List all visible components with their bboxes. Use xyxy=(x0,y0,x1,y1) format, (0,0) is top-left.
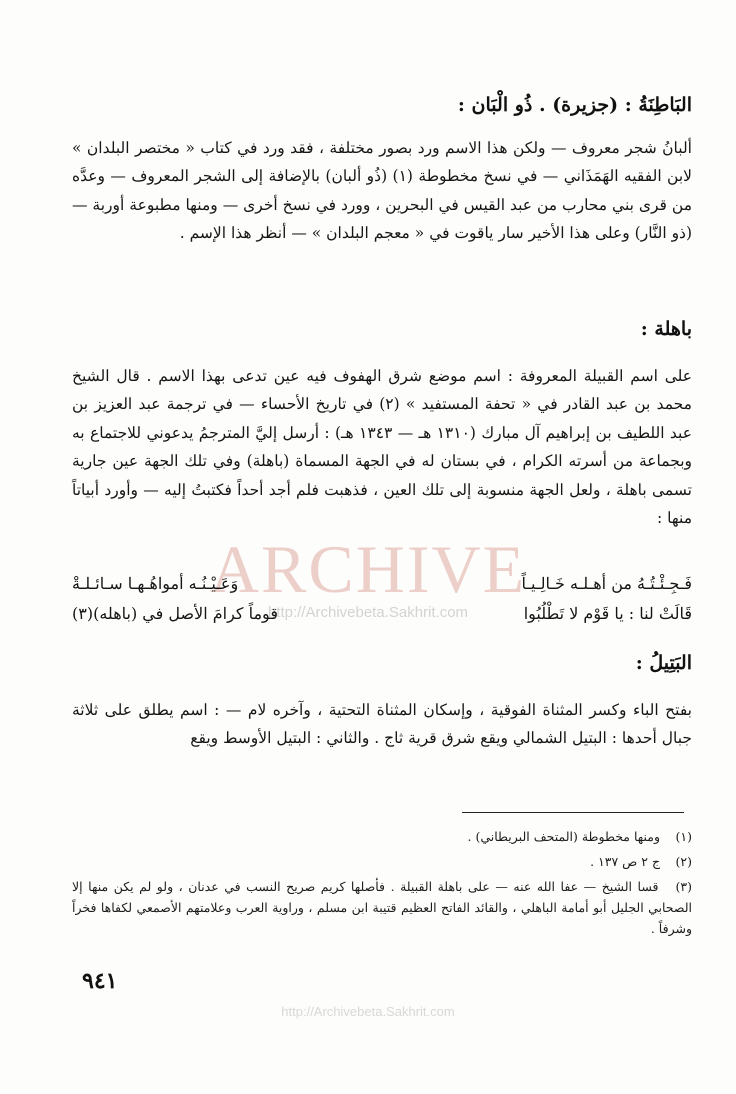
archive-watermark-logo: ARCHIVE xyxy=(209,531,527,607)
page-number: ٩٤١ xyxy=(82,968,118,994)
archive-watermark-url: http://Archivebeta.Sakhrit.com xyxy=(267,604,469,621)
footnote-2-number: (٢) xyxy=(675,854,692,869)
entry-heading-bahila: باهلة : xyxy=(640,318,692,340)
footnote-3-number: (٣) xyxy=(675,879,692,894)
archive-watermark-url-bottom: http://Archivebeta.Sakhrit.com xyxy=(281,1004,455,1019)
entry-paragraph-dhu-alban: ألبانُ شجر معروف — ولكن هذا الاسم ورد بصور مختلفة ، فقد ورد في كتاب « مختصر البلدان » لابن الفقيه الهَمَذَاني — في نسخ مخطوطة (١) (ذُو ألبان) بالإضافة إلى الشجر المعروف — وعدَّه من قرى بني محارب من عبد القيس في البحرين ، وورد في نسخ أخرى — ومنها مطبوعة أوربة — (ذو النَّار) وعلى هذا الأخير سار ياقوت في « معجم البلدان » — أنظر هذا الإسم . xyxy=(72,139,692,243)
footnote-3 xyxy=(72,876,692,939)
footnote-2 xyxy=(72,851,692,872)
verse-line-2-second-hemistich: قوماً كرامَ الأصل في (باهله)(٣) xyxy=(72,604,278,623)
verse-line-2-first-hemistich: قَالَتْ لنا : يا قَوْم لا تَطْلُبُوا xyxy=(523,604,692,623)
footnote-1 xyxy=(72,826,692,847)
verse-line-1-second-hemistich: وَعَـيْـنُـه أمواهُـهـا سـائـلـةْ xyxy=(72,574,239,593)
entry-paragraph-albatil: بفتح الباء وكسر المثناة الفوقية ، وإسكان المثناة التحتية ، وآخره لام — : اسم يطلق على ثلاثة جبال أحدها : البتيل الشمالي ويقع شرق قرية ثاج . والثاني : البتيل الأوسط ويقع xyxy=(72,701,692,748)
footnote-2-text: ج ٢ ص ١٣٧ . xyxy=(590,854,661,869)
footnote-3-text: قسا الشيخ — عفا الله عنه — على باهلة القبيلة . فأصلها كريم صريح النسب في عدنان ، ولو لم يكن منها إلا الصحابي الجليل أبو أمامة الباهلي ، والقائد الفاتح العظيم قتيبة ابن مسلم ، وراوية العرب وعلامتهم الأصمعي لكفاها فخراً وشرفاً . xyxy=(72,879,692,936)
footnote-separator xyxy=(462,812,684,813)
footnote-1-number: (١) xyxy=(675,829,692,844)
entry-heading-albatina: البَاطِنَةُ : (جزيرة) . ذُو الْبَان : xyxy=(457,94,692,116)
entry-heading-albatil: البَتِيلُ : xyxy=(635,652,692,674)
verse-line-1-first-hemistich: فَـجِـئْـتُـهُ من أهـلـه خَـالِـيـاً xyxy=(521,574,692,593)
footnote-1-text: ومنها مخطوطة (المتحف البريطاني) . xyxy=(467,829,661,844)
entry-paragraph-bahila: على اسم القبيلة المعروفة : اسم موضع شرق الهفوف فيه عين تدعى بهذا الاسم . قال الشيخ محمد بن عبد القادر في « تحفة المستفيد » (٢) في تاريخ الأحساء — في ترجمة عبد العزيز بن عبد اللطيف بن إبراهيم آل مبارك (١٣١٠ هـ — ١٣٤٣ هـ) : أرسل إليَّ المترجمُ يدعوني للاجتماع به وبجماعة من أسرته الكرام ، في بستان له في الجهة المسماة (باهلة) وفي تلك الجهة عين جارية تسمى باهلة ، ولعل الجهة منسوبة إلى تلك العين ، فذهبت فلم أجد أحداً فكتبتُ إليه — وأورد أبياتاً منها : xyxy=(72,367,692,528)
